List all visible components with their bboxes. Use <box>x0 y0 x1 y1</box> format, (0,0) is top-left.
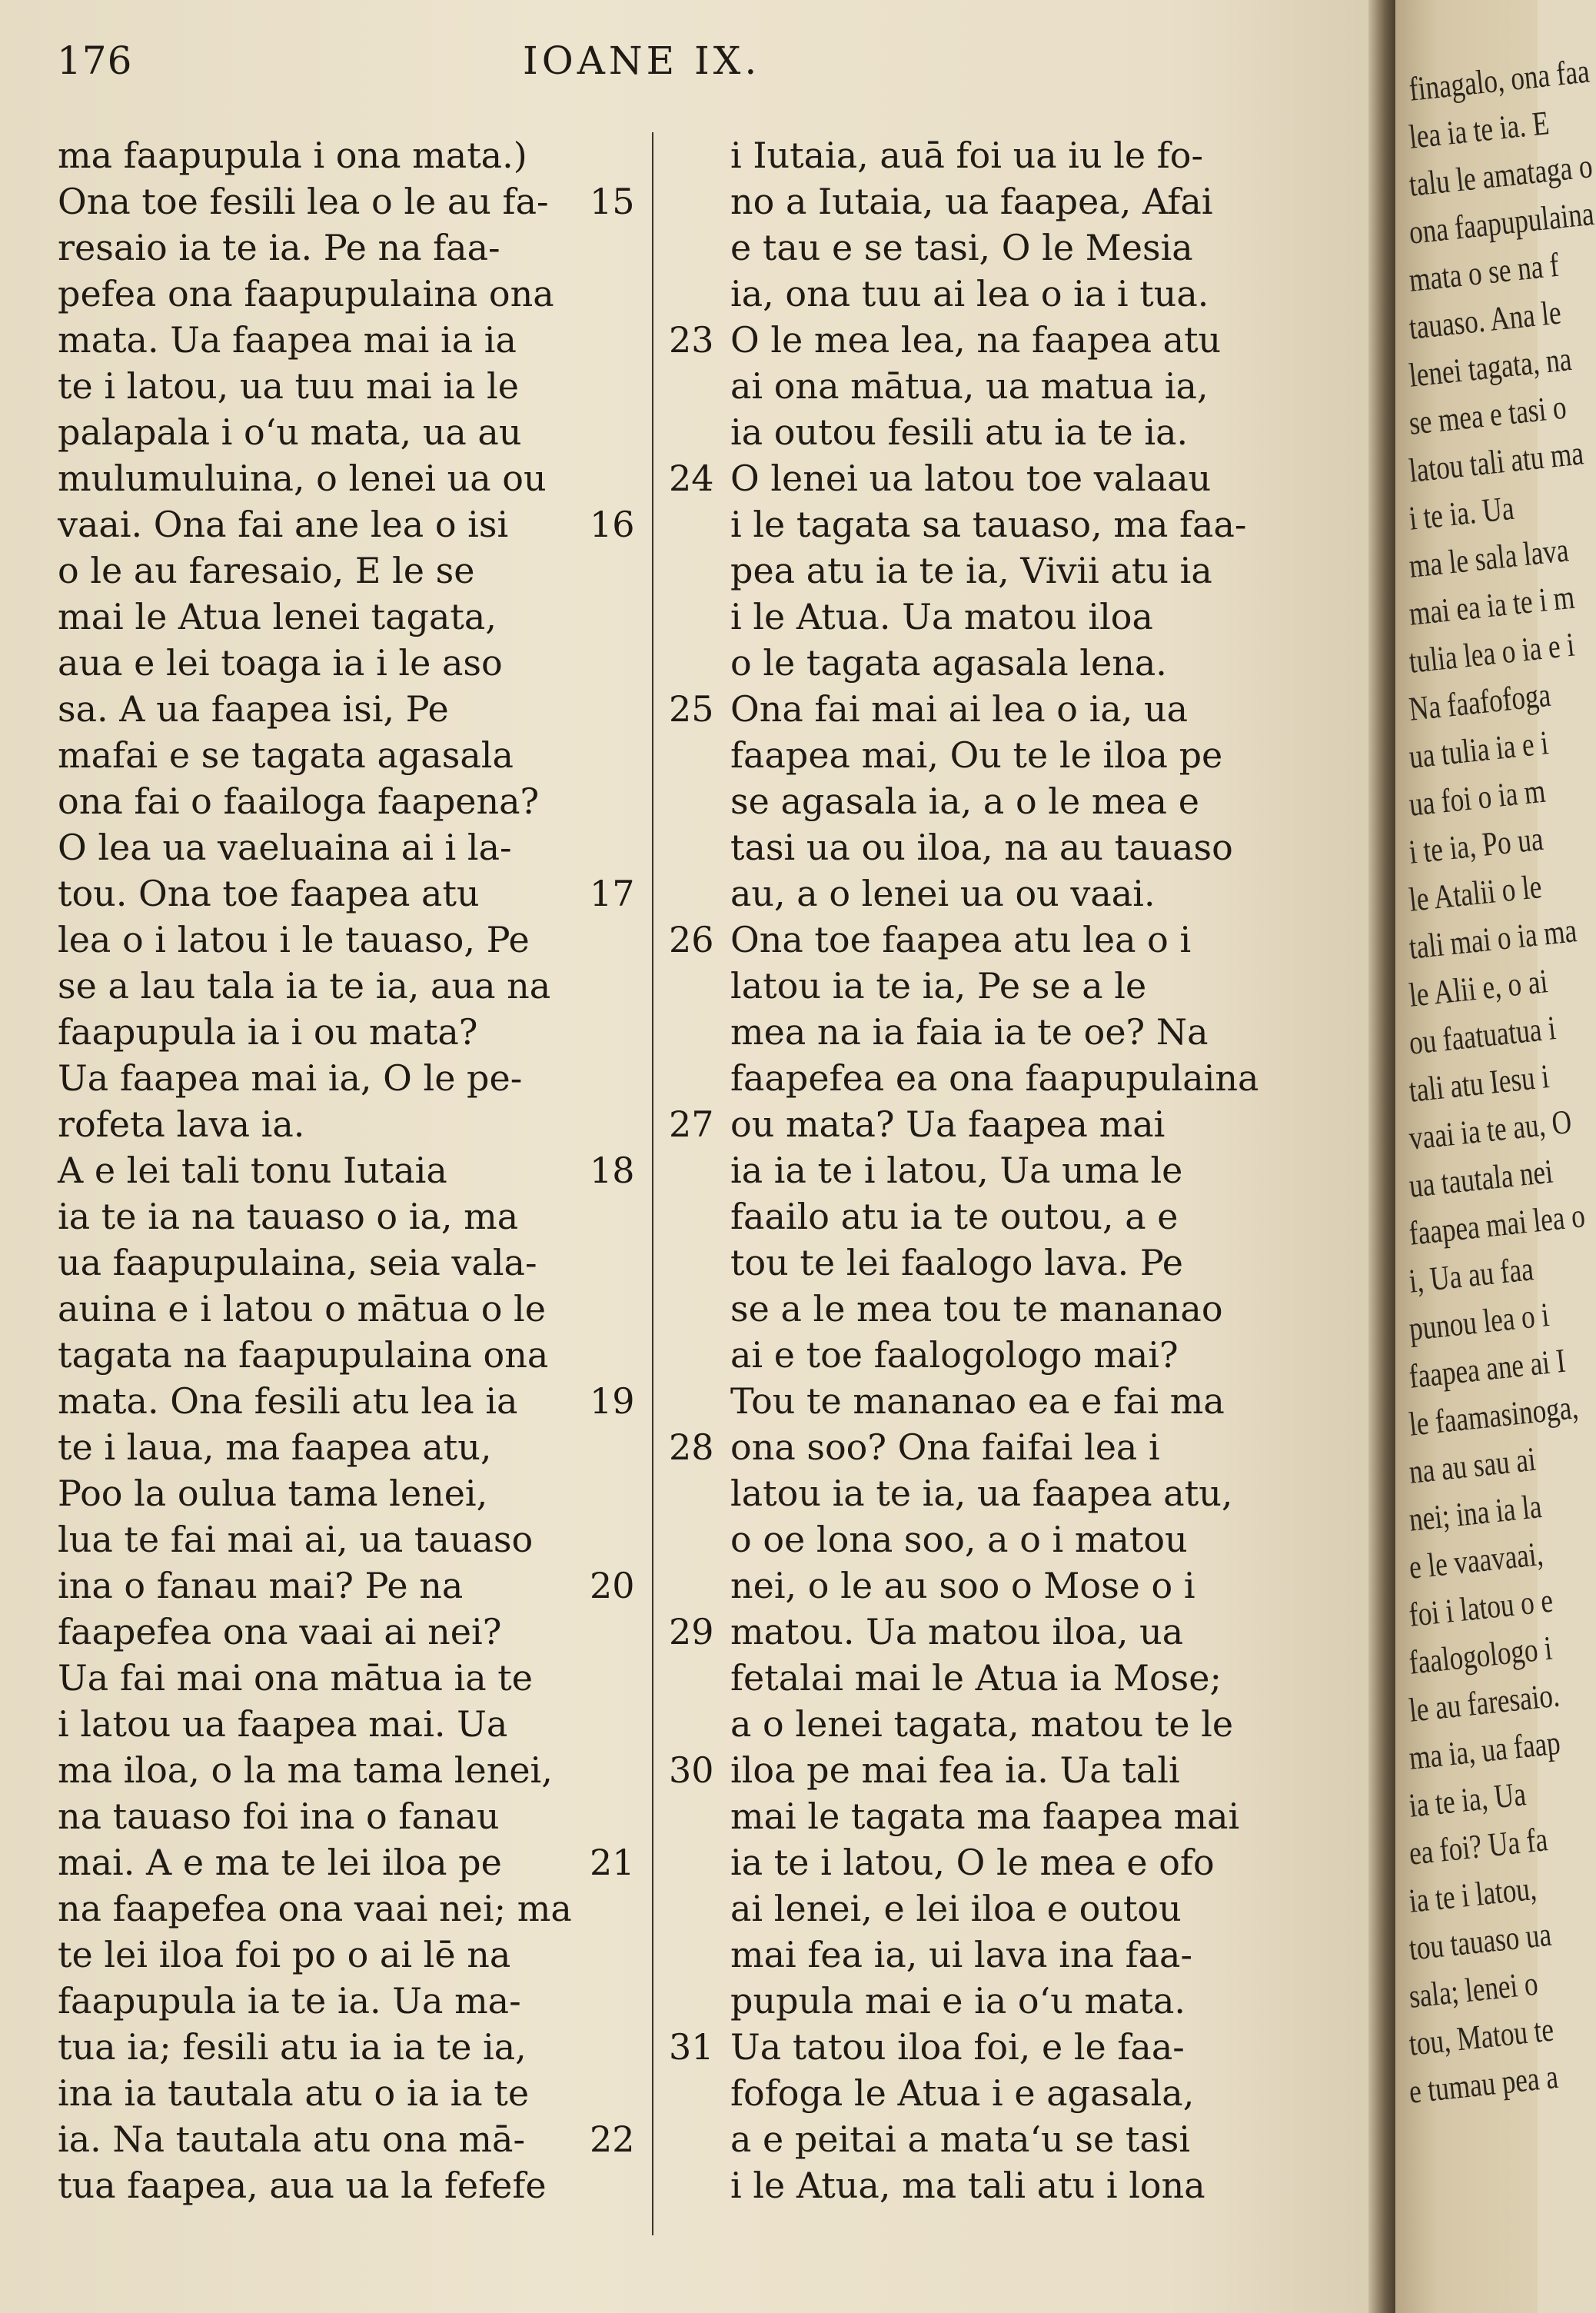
verse-number: 24 <box>669 458 714 499</box>
line-text: te lei iloa foi po o ai lē na <box>58 1934 511 1975</box>
verse-number: 17 <box>590 873 635 914</box>
text-line <box>669 870 1307 917</box>
text-line <box>58 963 642 1009</box>
text-line <box>669 1885 1307 1932</box>
next-page-line: tali atu Iesu i <box>1407 1057 1551 1110</box>
text-line <box>669 1332 1307 1378</box>
text-line <box>58 824 642 870</box>
next-page-line: e tumau pea a <box>1407 2057 1560 2111</box>
next-page-line: ea foi? Ua fa <box>1407 1820 1550 1872</box>
text-line <box>669 1147 1307 1193</box>
text-line <box>58 132 642 178</box>
text-line <box>58 1147 642 1193</box>
text-line <box>58 225 642 271</box>
text-line <box>669 1193 1307 1240</box>
line-text: Ua faapea mai ia, O le pe- <box>58 1057 523 1099</box>
line-text: i latou ua faapea mai. Ua <box>58 1703 508 1745</box>
text-line <box>58 870 642 917</box>
line-text: pea atu ia te ia, Vivii atu ia <box>730 550 1212 591</box>
line-text: i le tagata sa tauaso, ma faa- <box>730 504 1247 545</box>
text-line <box>669 2162 1307 2208</box>
text-line <box>669 225 1307 271</box>
verse-number: 18 <box>590 1150 635 1191</box>
next-page-line: mai ea ia te i m <box>1407 577 1577 633</box>
line-text: faapea mai, Ou te le iloa pe <box>730 734 1223 776</box>
line-text: Ona toe faapea atu lea o i <box>730 919 1192 960</box>
line-text: ia, ona tuu ai lea o ia i tua. <box>730 273 1209 315</box>
line-text: ma iloa, o la ma tama lenei, <box>58 1749 553 1791</box>
next-page-line: tou tauaso ua <box>1407 1915 1554 1968</box>
text-line <box>669 409 1307 455</box>
text-line <box>58 271 642 317</box>
text-line <box>58 1932 642 1978</box>
line-text: na tauaso foi ina o fanau <box>58 1795 500 1837</box>
line-text: ai lenei, e lei iloa e outou <box>730 1888 1182 1929</box>
next-page-line: vaai ia te au, O <box>1407 1102 1574 1157</box>
next-page-line: Na faafofoga <box>1407 675 1553 728</box>
line-text: ma faapupula i ona mata.) <box>58 135 527 176</box>
text-line <box>58 455 642 501</box>
line-text: ina o fanau mai? Pe na <box>58 1565 464 1606</box>
line-text: na faapefea ona vaai nei; ma <box>58 1888 572 1929</box>
verse-number: 31 <box>669 2026 714 2068</box>
line-text: pupula mai e ia oʻu mata. <box>730 1980 1186 2022</box>
verse-number: 22 <box>590 2118 635 2160</box>
next-page-line: faapea mai lea o <box>1407 1196 1587 1253</box>
next-page-line: na au sau ai <box>1407 1439 1538 1491</box>
line-text: faapefea ea ona faapupulaina <box>730 1057 1259 1099</box>
line-text: tasi ua ou iloa, na au tauaso <box>730 827 1233 868</box>
verse-number: 20 <box>590 1565 635 1606</box>
verse-number: 21 <box>590 1842 635 1883</box>
text-line <box>58 594 642 640</box>
text-line <box>58 363 642 409</box>
line-text: i le Atua, ma tali atu i lona <box>730 2165 1205 2206</box>
text-line <box>58 501 642 547</box>
text-line <box>58 640 642 686</box>
text-line <box>669 1055 1307 1101</box>
next-page-line: nei; ina ia la <box>1407 1487 1544 1539</box>
text-line <box>669 1424 1307 1470</box>
text-line <box>669 640 1307 686</box>
line-text: latou ia te ia, ua faapea atu, <box>730 1473 1233 1514</box>
next-page-line: tauaso. Ana le <box>1407 293 1563 347</box>
text-line <box>58 1193 642 1240</box>
verse-number: 28 <box>669 1426 714 1468</box>
verse-number: 19 <box>590 1380 635 1422</box>
verse-number: 29 <box>669 1611 714 1652</box>
line-text: Ua fai mai ona mātua ia te <box>58 1657 534 1699</box>
line-text: rofeta lava ia. <box>58 1103 305 1145</box>
line-text: te i latou, ua tuu mai ia le <box>58 365 519 407</box>
text-line <box>669 1839 1307 1885</box>
text-line <box>669 732 1307 778</box>
line-text: mata. Ona fesili atu lea ia <box>58 1380 518 1422</box>
line-text: Ona fai mai ai lea o ia, ua <box>730 688 1189 730</box>
next-page-line: le faamasinoga, <box>1407 1388 1581 1443</box>
chapter-title: IOANE IX. <box>523 38 761 83</box>
line-text: Poo la oulua tama lenei, <box>58 1473 488 1514</box>
line-text: A e lei tali tonu Iutaia <box>58 1150 447 1191</box>
next-page-line: le Alii e, o ai <box>1407 962 1550 1014</box>
text-line <box>58 778 642 824</box>
text-line <box>58 1101 642 1147</box>
line-text: auina e i latou o mātua o le <box>58 1288 546 1330</box>
next-page-line: foi i latou o e <box>1407 1581 1555 1634</box>
text-line <box>669 455 1307 501</box>
text-line <box>669 363 1307 409</box>
line-text: mulumuluina, o lenei ua ou <box>58 458 547 499</box>
line-text: ia te ia na tauaso o ia, ma <box>58 1196 519 1237</box>
verse-number: 23 <box>669 319 714 361</box>
line-text: Ua tatou iloa foi, e le faa- <box>730 2026 1185 2068</box>
text-line <box>58 732 642 778</box>
next-page-line: se mea e tasi o <box>1407 388 1568 442</box>
text-line <box>58 1009 642 1055</box>
line-text: ia outou fesili atu ia te ia. <box>730 411 1189 453</box>
text-line <box>669 1701 1307 1747</box>
text-line <box>669 1747 1307 1793</box>
text-line <box>669 686 1307 732</box>
next-page-line: ia te ia, Ua <box>1407 1775 1528 1825</box>
line-text: o le tagata agasala lena. <box>730 642 1167 684</box>
next-page-line: sala; lenei o <box>1407 1964 1540 2015</box>
line-text: ua faapupulaina, seia vala- <box>58 1242 537 1283</box>
text-line <box>669 1101 1307 1147</box>
text-line <box>669 317 1307 363</box>
next-page-line: ma le sala lava <box>1407 531 1571 585</box>
next-page-edge <box>1395 0 1596 2313</box>
line-text: ou mata? Ua faapea mai <box>730 1103 1165 1145</box>
line-text: resaio ia te ia. Pe na faa- <box>58 227 500 268</box>
next-page-line: e le vaavaai, <box>1407 1534 1545 1586</box>
line-text: mai. A e ma te lei iloa pe <box>58 1842 502 1883</box>
text-line <box>58 1563 642 1609</box>
line-text: pefea ona faapupulaina ona <box>58 273 554 315</box>
line-text: ona soo? Ona faifai lea i <box>730 1426 1160 1468</box>
text-line <box>58 1978 642 2024</box>
text-line <box>669 1563 1307 1609</box>
line-text: mafai e se tagata agasala <box>58 734 514 776</box>
text-line <box>669 1655 1307 1701</box>
next-page-line: faapea ane ai I <box>1407 1341 1568 1396</box>
line-text: matou. Ua matou iloa, ua <box>730 1611 1184 1652</box>
text-line <box>58 2070 642 2116</box>
verse-number: 26 <box>669 919 714 960</box>
next-page-line: finagalo, ona faa <box>1407 52 1591 108</box>
line-text: palapala i oʻu mata, ua au <box>58 411 522 453</box>
text-line <box>669 178 1307 225</box>
text-line <box>58 1378 642 1424</box>
line-text: i le Atua. Ua matou iloa <box>730 596 1153 637</box>
line-text: vaai. Ona fai ane lea o isi <box>58 504 509 545</box>
text-line <box>669 547 1307 594</box>
text-line <box>669 1470 1307 1516</box>
line-text: faapupula ia i ou mata? <box>58 1011 478 1053</box>
text-line <box>669 1378 1307 1424</box>
next-page-line: punou lea o i <box>1407 1296 1551 1348</box>
text-line <box>669 917 1307 963</box>
next-page-line: ou faatuatua i <box>1407 1009 1558 1062</box>
book-gutter <box>1368 0 1399 2313</box>
next-page-line: ua tulia ia e i <box>1407 724 1551 776</box>
line-text: iloa pe mai fea ia. Ua tali <box>730 1749 1180 1791</box>
text-line <box>669 594 1307 640</box>
text-line <box>669 132 1307 178</box>
line-text: ona fai o faailoga faapena? <box>58 780 540 822</box>
line-text: O lea ua vaeluaina ai i la- <box>58 827 512 868</box>
text-line <box>669 1793 1307 1839</box>
text-line <box>669 1978 1307 2024</box>
line-text: faapefea ona vaai ai nei? <box>58 1611 502 1652</box>
next-page-line: le Atalii o le <box>1407 867 1544 919</box>
line-text: au, a o lenei ua ou vaai. <box>730 873 1155 914</box>
next-page-line: le au faresaio. <box>1407 1676 1561 1729</box>
line-text: se a lau tala ia te ia, aua na <box>58 965 551 1007</box>
text-line <box>669 2116 1307 2162</box>
text-line <box>669 1009 1307 1055</box>
line-text: O le mea lea, na faapea atu <box>730 319 1222 361</box>
line-text: sa. A ua faapea isi, Pe <box>58 688 449 730</box>
line-text: e tau e se tasi, O le Mesia <box>730 227 1193 268</box>
line-text: ai ona mātua, ua matua ia, <box>730 365 1209 407</box>
text-line <box>58 1655 642 1701</box>
text-line <box>58 686 642 732</box>
line-text: o oe lona soo, a o i matou <box>730 1519 1188 1560</box>
line-text: Ona toe fesili lea o le au fa- <box>58 181 549 222</box>
line-text: ai e toe faalogologo mai? <box>730 1334 1179 1376</box>
next-page-line: ia te i latou, <box>1407 1869 1538 1920</box>
text-line <box>58 1793 642 1839</box>
line-text: nei, o le au soo o Mose o i <box>730 1565 1195 1606</box>
line-text: tou te lei faalogo lava. Pe <box>730 1242 1183 1283</box>
line-text: se agasala ia, a o le mea e <box>730 780 1199 822</box>
text-line <box>58 1055 642 1101</box>
line-text: lea o i latou i le tauaso, Pe <box>58 919 530 960</box>
line-text: se a le mea tou te mananao <box>730 1288 1223 1330</box>
next-page-line: tali mai o ia ma <box>1407 911 1579 967</box>
verse-number: 30 <box>669 1749 714 1791</box>
line-text: ia ia te i latou, Ua uma le <box>730 1150 1183 1191</box>
text-line <box>58 1701 642 1747</box>
text-line <box>58 1332 642 1378</box>
text-line <box>669 1609 1307 1655</box>
text-line <box>58 2116 642 2162</box>
text-line <box>58 1470 642 1516</box>
text-line <box>58 178 642 225</box>
text-line <box>669 2070 1307 2116</box>
line-text: aua e lei toaga ia i le aso <box>58 642 503 684</box>
next-page-line: ua tautala nei <box>1407 1152 1555 1205</box>
text-line <box>669 501 1307 547</box>
line-text: no a Iutaia, ua faapea, Afai <box>730 181 1213 222</box>
text-line <box>58 547 642 594</box>
text-line <box>58 1286 642 1332</box>
line-text: a o lenei tagata, matou te le <box>730 1703 1234 1745</box>
line-text: faapupula ia te ia. Ua ma- <box>58 1980 521 2022</box>
text-line <box>58 1516 642 1563</box>
line-text: tou. Ona toe faapea atu <box>58 873 480 914</box>
text-line <box>58 1609 642 1655</box>
line-text: tua ia; fesili atu ia ia te ia, <box>58 2026 527 2068</box>
page-number: 176 <box>57 38 133 83</box>
line-text: mata. Ua faapea mai ia ia <box>58 319 517 361</box>
line-text: o le au faresaio, E le se <box>58 550 475 591</box>
verse-number: 15 <box>590 181 635 222</box>
line-text: Tou te mananao ea e fai ma <box>730 1380 1225 1422</box>
text-line <box>669 2024 1307 2070</box>
line-text: tagata na faapupulaina ona <box>58 1334 549 1376</box>
right-text-column <box>669 132 1307 2208</box>
line-text: mai fea ia, ui lava ina faa- <box>730 1934 1192 1975</box>
text-line <box>58 917 642 963</box>
text-line <box>669 1516 1307 1563</box>
verse-number: 16 <box>590 504 635 545</box>
text-line <box>58 1424 642 1470</box>
next-page-line: latou tali atu ma <box>1407 434 1586 490</box>
next-page-line: tulia lea o ia e i <box>1407 625 1577 681</box>
text-line <box>669 271 1307 317</box>
verse-number: 27 <box>669 1103 714 1145</box>
line-text: mai le Atua lenei tagata, <box>58 596 497 637</box>
next-page-line: i te ia. Ua <box>1407 488 1516 537</box>
text-line <box>58 409 642 455</box>
line-text: ina ia tautala atu o ia ia te <box>58 2072 530 2114</box>
text-line <box>58 1885 642 1932</box>
text-line <box>669 1932 1307 1978</box>
text-line <box>669 778 1307 824</box>
line-text: faailo atu ia te outou, a e <box>730 1196 1179 1237</box>
line-text: mea na ia faia ia te oe? Na <box>730 1011 1209 1053</box>
text-line <box>669 1286 1307 1332</box>
text-line <box>669 824 1307 870</box>
text-line <box>58 1839 642 1885</box>
next-page-line: lenei tagata, na <box>1407 339 1574 394</box>
text-line <box>58 2162 642 2208</box>
line-text: lua te fai mai ai, ua tauaso <box>58 1519 534 1560</box>
line-text: mai le tagata ma faapea mai <box>730 1795 1240 1837</box>
text-line <box>669 1240 1307 1286</box>
left-text-column <box>58 132 642 2208</box>
verse-number: 25 <box>669 688 714 730</box>
line-text: tua faapea, aua ua la fefefe <box>58 2165 547 2206</box>
next-page-line: tou, Matou te <box>1407 2010 1556 2063</box>
line-text: ia te i latou, O le mea e ofo <box>730 1842 1215 1883</box>
next-page-line: i, Ua au faa <box>1407 1250 1535 1300</box>
line-text: latou ia te ia, Pe se a le <box>730 965 1147 1007</box>
line-text: a e peitai a mataʻu se tasi <box>730 2118 1191 2160</box>
column-divider <box>652 132 653 2235</box>
next-page-line: faalogologo i <box>1407 1629 1554 1682</box>
next-page-line: ma ia, ua faap <box>1407 1723 1562 1777</box>
next-page-line: i te ia, Po ua <box>1407 819 1545 871</box>
text-line <box>58 1240 642 1286</box>
text-line <box>58 1747 642 1793</box>
next-page-line: ua foi o ia m <box>1407 771 1548 824</box>
next-page-line: mata o se na f <box>1407 245 1561 299</box>
line-text: fofoga le Atua i e agasala, <box>730 2072 1195 2114</box>
line-text: ia. Na tautala atu ona mā- <box>58 2118 525 2160</box>
line-text: fetalai mai le Atua ia Mose; <box>730 1657 1222 1699</box>
line-text: i Iutaia, auā foi ua iu le fo- <box>730 135 1204 176</box>
next-page-line: talu le amataga o <box>1407 147 1594 204</box>
line-text: O lenei ua latou toe valaau <box>730 458 1212 499</box>
line-text: te i laua, ma faapea atu, <box>58 1426 492 1468</box>
next-page-line: lea ia te ia. E <box>1407 104 1551 156</box>
text-line <box>669 963 1307 1009</box>
text-line <box>58 317 642 363</box>
text-line <box>58 2024 642 2070</box>
next-page-line: ona faapupulaina <box>1407 194 1596 251</box>
